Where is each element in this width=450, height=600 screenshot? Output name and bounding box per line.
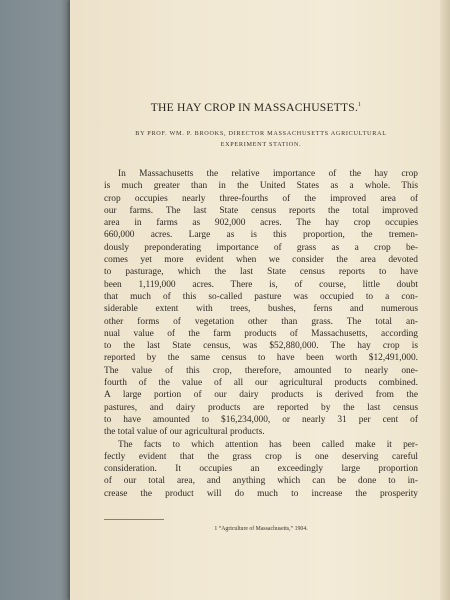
text-line: of our total area, and anything which can be done to in-	[104, 476, 418, 487]
title-text: THE HAY CROP IN MASSACHUSETTS.	[150, 101, 359, 114]
text-line: is much greater than in the United States as a whole. This	[104, 181, 418, 192]
text-line: 660,000 acres. Large as is this proportion, the tremen-	[104, 230, 418, 241]
text-line: crease the product will do much to increase the prosperity	[104, 488, 418, 499]
footnote-rule	[104, 519, 164, 520]
text-line: The value of this crop, therefore, amounted to nearly one-	[104, 365, 418, 376]
text-line: to pasturage, which the last State census reports to have	[104, 267, 418, 278]
text-line: In Massachusetts the relative importance of the hay crop	[118, 169, 418, 179]
text-line: the total value of our agricultural products.	[104, 427, 265, 438]
text-line: The facts to which attention has been called make it per-	[118, 439, 418, 450]
page-title	[70, 101, 442, 114]
text-line: crop occupies nearly three-fourths of the improved area of	[104, 193, 418, 204]
title-footnote-mark: 1	[358, 102, 362, 109]
text-line: been 1,119,000 acres. There is, of course, little doubt	[104, 279, 418, 290]
body-text	[104, 168, 418, 500]
text-line: to have amounted to $16,234,000, or nearly 31 per cent of	[104, 414, 418, 425]
text-line: pastures, and dairy products are reported by the last census	[104, 402, 418, 413]
byline-line: BY PROF. WM. P. BROOKS, DIRECTOR MASSACHUSETTS AGRICULTURAL	[135, 130, 387, 137]
text-line: fectly evident that the grass crop is one deserving careful	[104, 451, 418, 462]
author-byline	[104, 128, 418, 150]
text-line: other forms of vegetation other than grass. The total an-	[104, 316, 418, 327]
byline-line: EXPERIMENT STATION.	[220, 141, 302, 148]
text-line: comes yet more evident when we consider the area devoted	[104, 255, 418, 266]
page-edge	[440, 0, 450, 600]
text-line: our farms. The last State census reports the total improved	[104, 205, 418, 216]
text-line: fourth of the value of all our agricultural products combined.	[104, 378, 418, 389]
text-line: area in farms as 902,000 acres. The hay crop occupies	[104, 218, 418, 229]
text-line: that much of this so-called pasture was occupied to a con-	[104, 291, 418, 302]
text-line: dously preponderating importance of grass as a crop be-	[104, 242, 418, 253]
text-line: A large portion of our dairy products is derived from the	[104, 390, 418, 401]
footnote: 1 “Agriculture of Massachusetts,” 1904.	[214, 526, 308, 532]
text-line: reported by the same census to have been worth $12,491,000.	[104, 353, 418, 364]
text-line: to the last State census, was $52,880,000. The hay crop is	[104, 341, 418, 352]
text-line: nual value of the farm products of Massachusetts, according	[104, 328, 418, 339]
text-line: consideration. It occupies an exceedingly large proportion	[104, 464, 418, 475]
text-line: siderable extent with trees, bushes, ferns and numerous	[104, 304, 418, 315]
page-gutter-shadow	[60, 0, 70, 600]
